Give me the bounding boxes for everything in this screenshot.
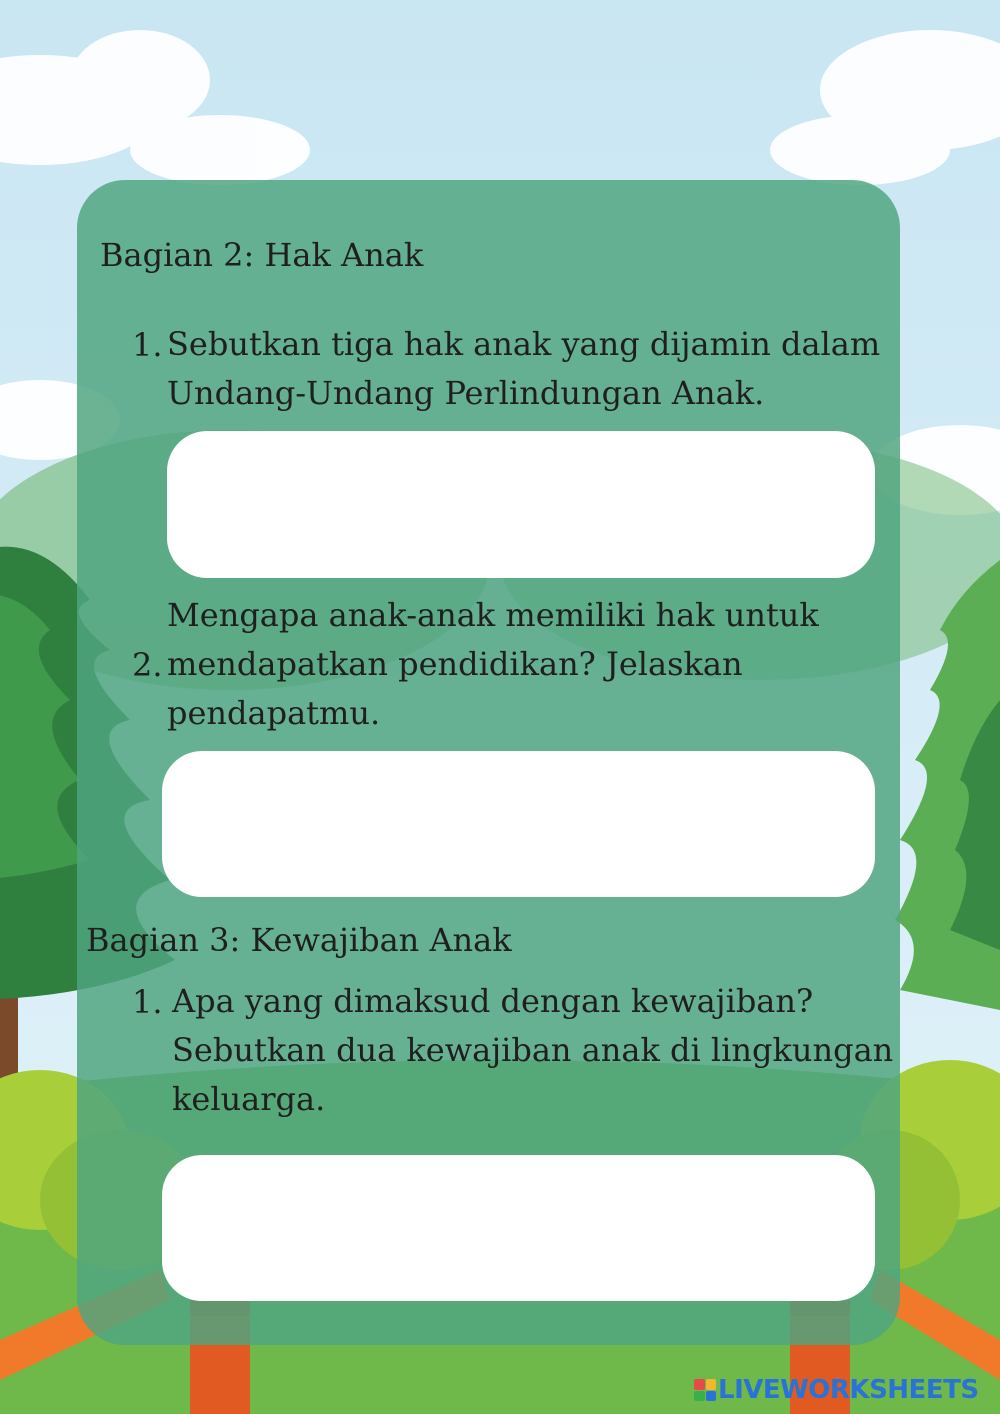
liveworksheets-brand[interactable] bbox=[694, 1374, 979, 1406]
question-1-text bbox=[167, 320, 880, 418]
question-3-number: 1. bbox=[132, 983, 163, 1021]
question-line: Sebutkan dua kewajiban anak di lingkungan bbox=[172, 1031, 894, 1069]
answer-box-3[interactable] bbox=[162, 1155, 875, 1301]
logo-square bbox=[706, 1379, 717, 1390]
answer-box-1[interactable] bbox=[167, 431, 875, 578]
question-1-number: 1. bbox=[132, 326, 163, 364]
question-line: mendapatkan pendidikan? Jelaskan bbox=[167, 645, 743, 683]
section-3-heading: Bagian 3: Kewajiban Anak bbox=[86, 921, 512, 959]
question-line: Sebutkan tiga hak anak yang dijamin dalam bbox=[167, 325, 881, 363]
brand-text: LIVEWORKSHEETS bbox=[718, 1375, 979, 1405]
question-3-text bbox=[172, 977, 893, 1124]
liveworksheets-logo-icon bbox=[694, 1379, 716, 1401]
question-2-text bbox=[167, 591, 819, 738]
question-2-number: 2. bbox=[132, 646, 163, 684]
question-line: keluarga. bbox=[172, 1080, 326, 1118]
question-line: Undang-Undang Perlindungan Anak. bbox=[167, 374, 765, 412]
section-2-heading: Bagian 2: Hak Anak bbox=[100, 236, 424, 274]
question-line: Apa yang dimaksud dengan kewajiban? bbox=[172, 982, 814, 1020]
answer-box-2[interactable] bbox=[162, 751, 875, 897]
question-line: Mengapa anak-anak memiliki hak untuk bbox=[167, 596, 819, 634]
question-line: pendapatmu. bbox=[167, 694, 381, 732]
logo-square bbox=[694, 1379, 705, 1390]
logo-square bbox=[694, 1391, 705, 1402]
logo-square bbox=[706, 1391, 717, 1402]
